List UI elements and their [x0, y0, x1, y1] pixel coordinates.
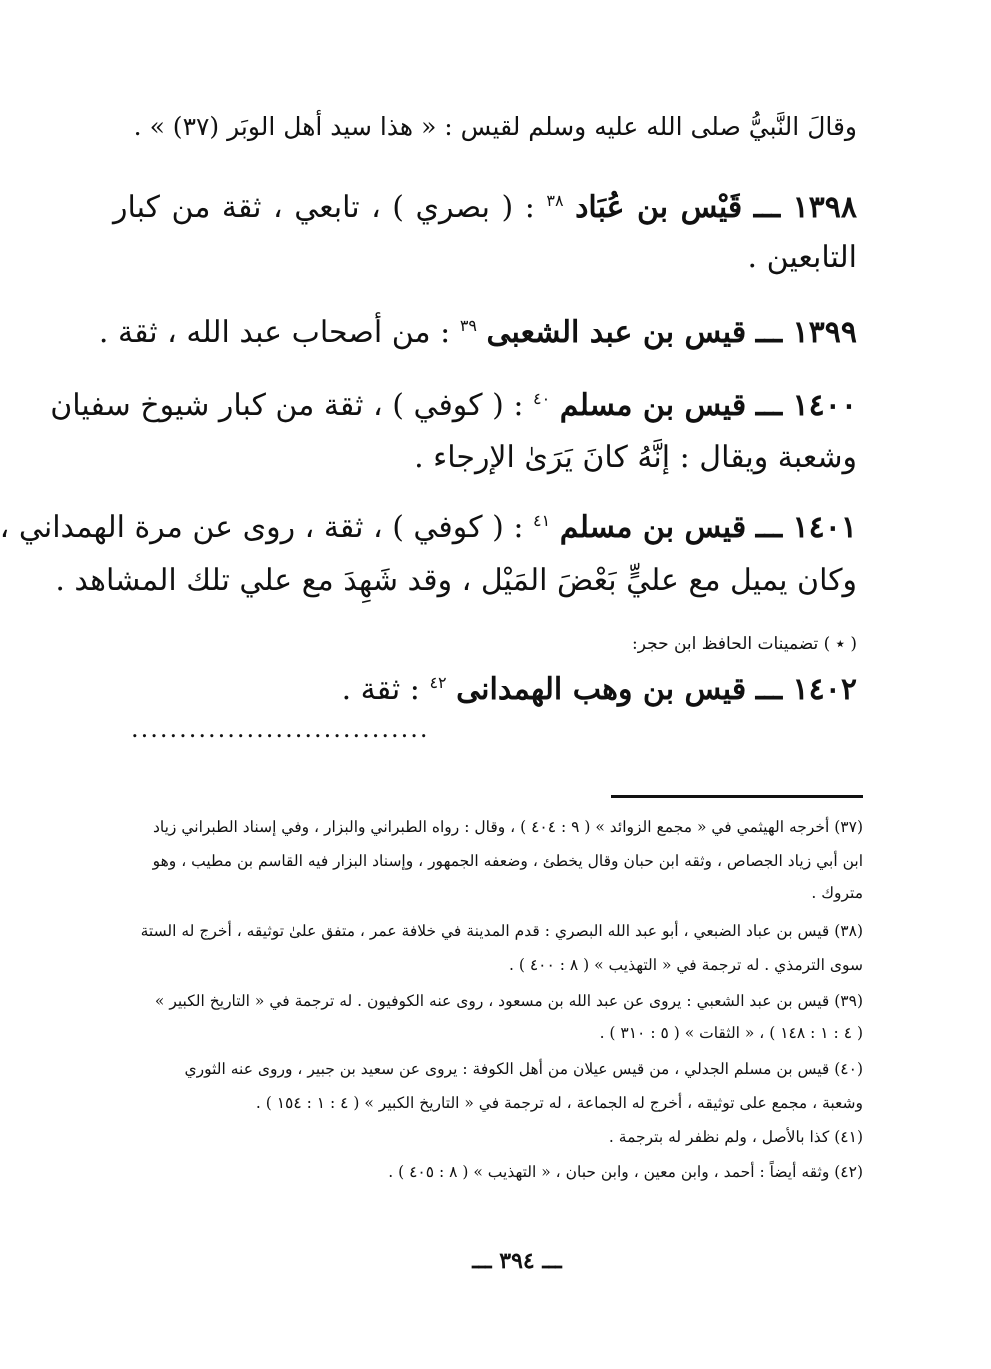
- entry-1402: [113, 672, 857, 707]
- footnote-40-line-1: (٤٠) قيس بن مسلم الجدلي ، من قيس عيلان من أهل الكوفة : يروى عن سعيد بن جبير ، وروى عنه الثوري: [184, 1060, 863, 1078]
- entry-text: : من أصحاب عبد الله ، ثقة .: [98, 315, 451, 350]
- footnote-41: (٤١) كذا بالأصل ، ولم نظفر له بترجمة .: [608, 1128, 863, 1146]
- entry-number: ١٤٠٠ ـــ: [755, 388, 857, 423]
- entry-number: ١٣٩٨ ـــ: [753, 190, 858, 225]
- footnote-42: (٤٢) وثقه أيضاً : أحمد ، وابن معين ، وابن حبان ، « التهذيب » ( ٨ : ٤٠٥ ) .: [388, 1163, 863, 1181]
- footnote-39-line-1: (٣٩) قيس بن عبد الشعبي : يروى عن عبد الله بن مسعود ، روى عنه الكوفيون . له ترجمة في « التاريخ الكبير »: [154, 992, 863, 1010]
- entry-1398-line-2: التابعين .: [747, 240, 857, 275]
- footnote-ref: ٣٩: [459, 316, 477, 335]
- entry-1400-line-1: [50, 388, 857, 423]
- entry-1401-line-2: وكان يميل مع عليٍّ بَعْضَ المَيْل ، وقد شَهِدَ مع علي تلك المشاهد .: [55, 563, 857, 598]
- entry-1400-line-2: وشعبة ويقال : إنَّهُ كانَ يَرَىٰ الإرجاء .: [414, 440, 857, 475]
- footnote-38-line-2: سوى الترمذي . له ترجمة في « التهذيب » ( ٨ : ٤٠٠ ) .: [509, 956, 863, 974]
- intro-line: وقالَ النَّبيُّ صلى الله عليه وسلم لقيس : « هذا سيد أهل الوبَر (٣٧) » .: [133, 112, 857, 141]
- entry-number: ١٤٠٢ ـــ: [755, 672, 857, 707]
- entry-1399: [98, 315, 857, 350]
- entry-text: : ( كوفي ) ، ثقة من كبار شيوخ سفيان: [50, 388, 524, 423]
- footnote-39-line-2: ( ٤ : ١ : ١٤٨ ) ، « الثقات » ( ٥ : ٣١٠ ) .: [599, 1024, 863, 1042]
- footnote-ref: ٤٢: [429, 673, 447, 692]
- entry-1401-line-1: [0, 510, 857, 545]
- narrator-name: قيس بن مسلم: [559, 388, 747, 423]
- entry-1398-line-1: [113, 190, 857, 225]
- entry-text: : ( كوفي ) ، ثقة ، روى عن مرة الهمداني ،: [0, 510, 524, 545]
- entry-number: ١٣٩٩ ـــ: [755, 315, 857, 350]
- entry-text: : ثقة .: [341, 672, 420, 707]
- footnote-40-line-2: وشعبة ، مجمع على توثيقه ، أخرج له الجماعة ، له ترجمة في « التاريخ الكبير » ( ٤ : ١ : ١٥٤ ) .: [255, 1094, 863, 1112]
- footnote-ref: ٤٠: [533, 389, 551, 408]
- footnote-ref: ٣٨: [546, 191, 564, 210]
- entry-text: : ( بصري ) ، تابعي ، ثقة من كبار: [113, 190, 535, 225]
- editor-annotation: ( ٭ ) تضمينات الحافظ ابن حجر:: [631, 634, 857, 654]
- footnote-divider: [611, 795, 863, 798]
- narrator-name: قيس بن وهب الهمدانى: [456, 672, 747, 707]
- footnote-37-line-3: متروك .: [811, 884, 863, 902]
- dotted-separator: ...............................: [131, 715, 430, 743]
- footnote-37-line-2: ابن أبي زياد الجصاص ، وثقه ابن حبان وقال يخطئ ، وضعفه الجمهور ، وإسناد البزار فيه القاسم بن مطيب ، وهو: [152, 852, 863, 870]
- footnote-ref: ٤١: [533, 511, 551, 530]
- footnote-37-line-1: (٣٧) أخرجه الهيثمي في « مجمع الزوائد » ( ٩ : ٤٠٤ ) ، وقال : رواه الطبراني والبزار ، وفي إسناد الطبراني زياد: [152, 818, 863, 836]
- narrator-name: قيس بن مسلم: [559, 510, 747, 545]
- page-number: ـــ ٣٩٤ ـــ: [472, 1248, 562, 1274]
- narrator-name: قَيْس بن عُبَاد: [575, 190, 743, 225]
- narrator-name: قيس بن عبد الشعبى: [486, 315, 747, 350]
- entry-number: ١٤٠١ ـــ: [755, 510, 857, 545]
- footnote-38-line-1: (٣٨) قيس بن عباد الضبعي ، أبو عبد الله البصري : قدم المدينة في خلافة عمر ، متفق علىٰ توثيقه ، أخرج له الستة: [140, 922, 863, 940]
